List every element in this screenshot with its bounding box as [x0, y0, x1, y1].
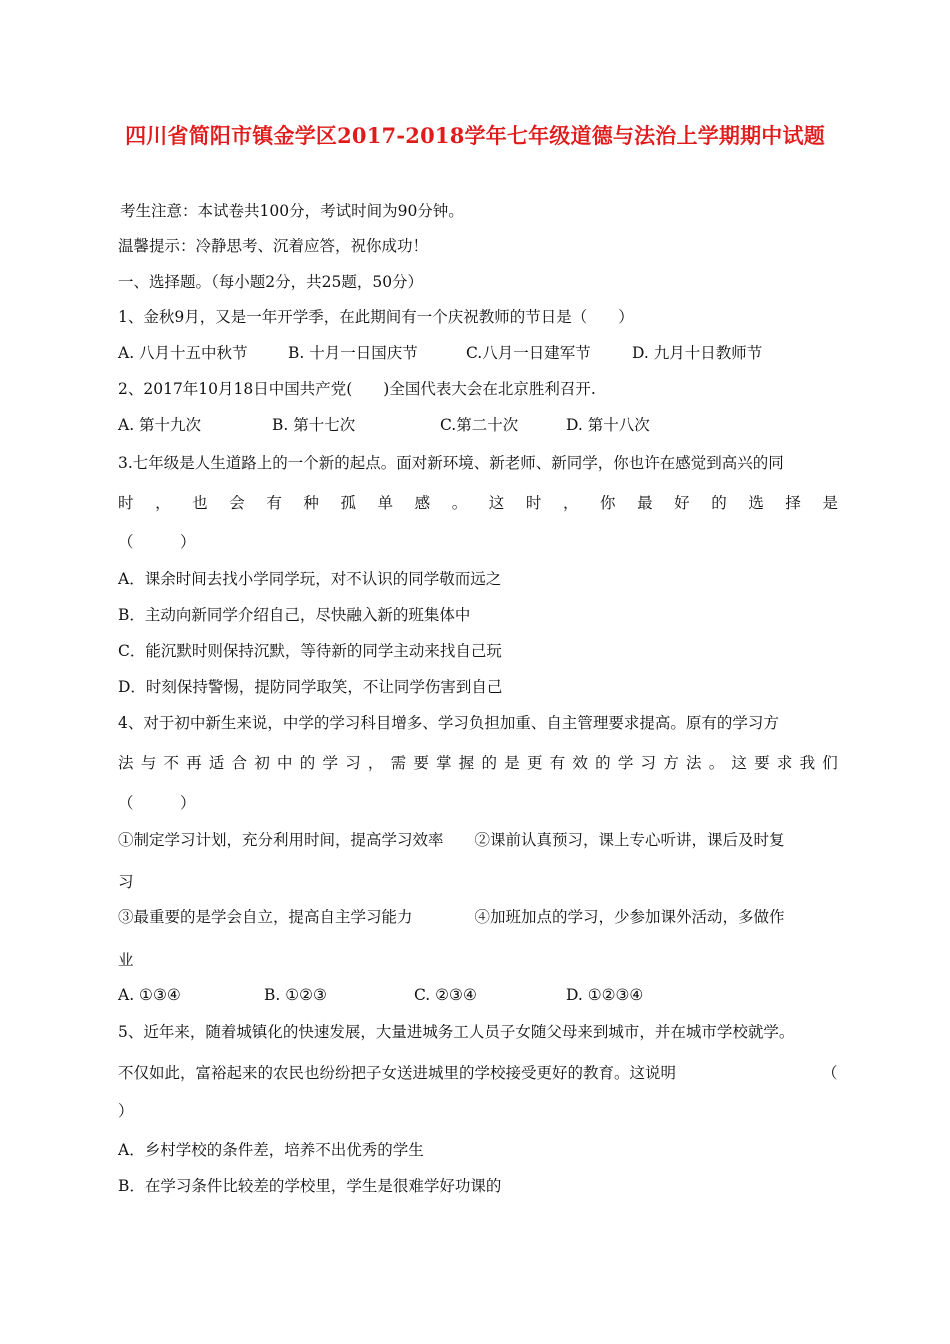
- question-5-bracket-open: （: [822, 1064, 838, 1082]
- question-1-option-d: D. 九月十日教师节: [632, 344, 763, 362]
- question-1-option-a: A. 八月十五中秋节: [118, 344, 248, 362]
- question-4-stem-char: 方: [663, 754, 679, 772]
- question-2-option-d: D. 第十八次: [566, 416, 650, 434]
- question-4-item-2-continued: 习: [118, 873, 134, 891]
- question-4-option-c: C. ②③④: [414, 986, 477, 1004]
- exam-notice: 考生注意：本试卷共100分，考试时间为90分钟。: [120, 202, 464, 220]
- question-1-stem: 1、金秋9月，又是一年开学季，在此期间有一个庆祝教师的节日是（ ）: [118, 308, 634, 326]
- question-4-stem-char: 要: [413, 754, 429, 772]
- question-2-stem: 2、2017年10月18日中国共产党( )全国代表大会在北京胜利召开.: [118, 380, 596, 398]
- question-4-stem-char: 求: [776, 754, 793, 772]
- question-3-stem-char: 时: [118, 494, 134, 512]
- question-4-stem-char: 法: [118, 754, 134, 772]
- question-3-stem-char: 的: [711, 494, 727, 512]
- question-3-answer-bracket: （ ）: [118, 533, 196, 551]
- question-5-bracket-close: ）: [118, 1102, 134, 1120]
- question-4-stem-char: 合: [231, 754, 248, 772]
- question-4-stem-char: 握: [458, 754, 475, 772]
- question-3-stem-char: 有: [266, 494, 282, 512]
- question-3-stem-char: 选: [748, 494, 764, 512]
- question-3-stem-char: ，: [155, 494, 171, 512]
- question-3-stem-char: 也: [192, 494, 208, 512]
- question-4-stem-char: 不: [163, 754, 179, 772]
- question-1-options: [118, 342, 838, 364]
- question-4-stem-char: 中: [277, 754, 293, 772]
- question-5-option-a: A．乡村学校的条件差，培养不出优秀的学生: [118, 1141, 424, 1159]
- question-3-stem-char: 时: [525, 494, 542, 512]
- exam-tip: 温馨提示：冷静思考、沉着应答，祝你成功！: [118, 237, 429, 255]
- question-4-stem-char: 与: [140, 754, 157, 772]
- question-4-stem-char: 再: [186, 754, 202, 772]
- question-4-stem-line-1: 4、对于初中新生来说，中学的学习科目增多、学习负担加重、自主管理要求提高。原有的学习方: [118, 714, 779, 732]
- question-4-stem-char: 适: [208, 754, 225, 772]
- question-4-stem-char: 我: [799, 754, 816, 772]
- question-5-option-b: B．在学习条件比较差的学校里，学生是很难学好功课的: [118, 1177, 502, 1195]
- question-2-option-b: B. 第十七次: [272, 416, 356, 434]
- question-4-stem-char: 们: [822, 754, 838, 772]
- question-4-stem-char: 的: [299, 754, 316, 772]
- question-3-stem-char: 这: [488, 494, 505, 512]
- question-3-stem-line-2: [118, 492, 838, 514]
- question-4-stem-char: 习: [640, 754, 657, 772]
- question-3-stem-char: 孤: [340, 494, 356, 512]
- question-3-stem-line-1: 3.七年级是人生道路上的一个新的起点。面对新环境、新老师、新同学，你也许在感觉到高兴的同: [118, 454, 784, 472]
- question-1-option-c: C.八月一日建军节: [466, 344, 591, 362]
- question-2-option-a: A. 第十九次: [118, 416, 202, 434]
- question-3-stem-char: 感: [414, 494, 431, 512]
- question-3-stem-char: 会: [229, 494, 245, 512]
- question-4-stem-char: 学: [322, 754, 338, 772]
- question-3-stem-char: 你: [600, 494, 616, 512]
- question-4-stem-char: 需: [390, 754, 407, 772]
- question-3-stem-char: 单: [377, 494, 394, 512]
- question-4-options: [118, 984, 838, 1006]
- question-4-item-3-4: ③最重要的是学会自立，提高自主学习能力 ④加班加点的学习，少参加课外活动，多做作: [118, 908, 785, 926]
- question-4-stem-char: 这: [731, 754, 747, 772]
- question-1-option-b: B. 十月一日国庆节: [288, 344, 418, 362]
- question-3-option-b: B．主动向新同学介绍自己，尽快融入新的班集体中: [118, 606, 471, 624]
- question-2-options: [118, 414, 838, 436]
- question-4-stem-char: 学: [617, 754, 634, 772]
- question-4-stem-char: ，: [367, 754, 384, 772]
- question-3-stem-char: 好: [674, 494, 690, 512]
- question-3-stem-char: 最: [637, 494, 653, 512]
- question-3-stem-char: 择: [785, 494, 801, 512]
- section-heading: 一、选择题。（每小题2分，共25题，50分）: [118, 273, 424, 291]
- question-4-option-d: D. ①②③④: [566, 986, 644, 1004]
- page-title: 四川省简阳市镇金学区2017-2018学年七年级道德与法治上学期期中试题: [125, 123, 825, 148]
- question-4-stem-line-2: [118, 752, 838, 774]
- question-2-option-c: C.第二十次: [440, 416, 519, 434]
- question-3-option-a: A．课余时间去找小学同学玩，对不认识的同学敬而远之: [118, 570, 502, 588]
- question-4-option-b: B. ①②③: [264, 986, 327, 1004]
- question-4-stem-char: 。: [708, 754, 725, 772]
- question-4-stem-char: 是: [504, 754, 520, 772]
- question-4-item-4-continued: 业: [118, 951, 134, 969]
- question-3-option-d: D．时刻保持警惕，提防同学取笑，不让同学伤害到自己: [118, 678, 503, 696]
- question-4-stem-char: 习: [345, 754, 361, 772]
- question-4-stem-char: 效: [572, 754, 588, 772]
- question-4-stem-char: 的: [481, 754, 498, 772]
- question-3-option-c: C．能沉默时则保持沉默，等待新的同学主动来找自己玩: [118, 642, 502, 660]
- question-4-option-a: A. ①③④: [118, 986, 181, 1004]
- question-4-stem-char: 掌: [436, 754, 452, 772]
- question-4-item-1-2: ①制定学习计划，充分利用时间，提高学习效率 ②课前认真预习，课上专心听讲，课后及时复: [118, 831, 785, 849]
- question-4-stem-char: 要: [754, 754, 770, 772]
- question-4-stem-char: 初: [254, 754, 270, 772]
- question-3-stem-char: ，: [562, 494, 579, 512]
- question-5-stem-line-2: 不仅如此，富裕起来的农民也纷纷把子女送进城里的学校接受更好的教育。这说明: [118, 1064, 677, 1082]
- question-4-stem-char: 有: [549, 754, 566, 772]
- question-3-stem-char: 。: [451, 494, 468, 512]
- question-4-stem-char: 法: [685, 754, 702, 772]
- question-3-stem-char: 是: [822, 494, 838, 512]
- question-4-stem-char: 的: [595, 754, 611, 772]
- question-5-stem-line-1: 5、近年来，随着城镇化的快速发展，大量进城务工人员子女随父母来到城市，并在城市学校就学。: [118, 1023, 795, 1041]
- question-3-stem-char: 种: [303, 494, 319, 512]
- question-4-stem-char: 更: [526, 754, 543, 772]
- question-4-answer-bracket: （ ）: [118, 794, 196, 812]
